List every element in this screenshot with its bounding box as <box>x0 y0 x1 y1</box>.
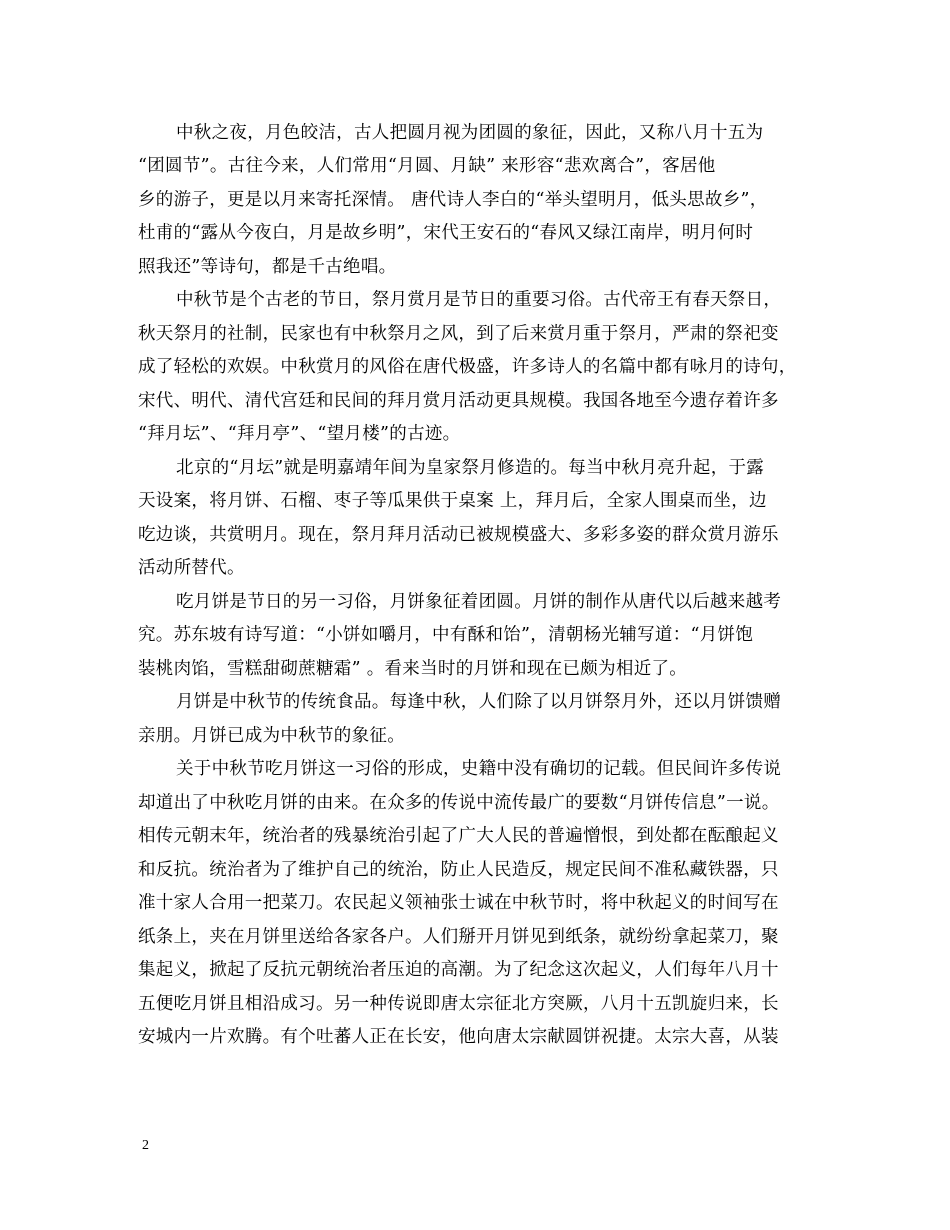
text-line: 相传元朝末年，统治者的残暴统治引起了广大人民的普遍憎恨，到处都在酝酿起义 <box>138 826 779 846</box>
text-line: 吃边谈，共赏明月。现在，祭月拜月活动已被规模盛大、多彩多姿的群众赏月游乐 <box>138 525 779 545</box>
text-line: 集起义，掀起了反抗元朝统治者压迫的高潮。为了纪念这次起义，人们每年八月十 <box>138 960 779 980</box>
text-line: 安城内一片欢腾。有个吐蕃人正在长安，他向唐太宗献圆饼祝捷。太宗大喜，从装 <box>138 1027 779 1047</box>
text-line: 宋代、明代、清代宫廷和民间的拜月赏月活动更具规模。我国各地至今遗存着许多 <box>138 391 779 411</box>
text-line: 关于中秋节吃月饼这一习俗的形成，史籍中没有确切的记载。但民间许多传说 <box>176 759 782 779</box>
text-line: 纸条上，夹在月饼里送给各家各户。人们掰开月饼见到纸条，就纷纷拿起菜刀，聚 <box>138 927 779 947</box>
text-line: 活动所替代。 <box>138 558 245 578</box>
text-line: 天设案，将月饼、石榴、枣子等瓜果供于桌案 上，拜月后，全家人围桌而坐，边 <box>138 491 767 511</box>
text-line: 却道出了中秋吃月饼的由来。在众多的传说中流传最广的要数“月饼传信息”一说。 <box>138 793 780 813</box>
text-line: “拜月坛”、“拜月亭”、“望月楼”的古迹。 <box>138 424 461 444</box>
text-line: 准十家人合用一把菜刀。农民起义领袖张士诚在中秋节时，将中秋起义的时间写在 <box>138 893 779 913</box>
text-line: 亲朋。月饼已成为中秋节的象征。 <box>138 726 405 746</box>
text-line: “团圆节”。古往今来，人们常用“月圆、月缺” 来形容“悲欢离合”，客居他 <box>138 156 716 176</box>
text-line: 月饼是中秋节的传统食品。每逢中秋，人们除了以月饼祭月外，还以月饼馈赠 <box>176 692 782 712</box>
text-line: 中秋之夜，月色皎洁，古人把圆月视为团圆的象征，因此，又称八月十五为 <box>176 123 764 143</box>
text-line: 装桃肉馅，雪糕甜砌蔗糖霜” 。看来当时的月饼和现在已颇为相近了。 <box>138 659 688 679</box>
text-line: 和反抗。统治者为了维护自己的统治，防止人民造反，规定民间不准私藏铁器，只 <box>138 860 779 880</box>
text-line: 五便吃月饼且相沿成习。另一种传说即唐太宗征北方突厥，八月十五凯旋归来，长 <box>138 994 779 1014</box>
text-line: 成了轻松的欢娱。中秋赏月的风俗在唐代极盛，许多诗人的名篇中都有咏月的诗句， <box>138 357 797 377</box>
text-line: 秋天祭月的社制，民家也有中秋祭月之风，到了后来赏月重于祭月，严肃的祭祀变 <box>138 324 779 344</box>
page-number: 2 <box>142 1138 149 1153</box>
text-line: 究。苏东坡有诗写道：“小饼如嚼月，中有酥和饴”，清朝杨光辅写道：“月饼饱 <box>138 625 754 645</box>
text-line: 北京的“月坛”就是明嘉靖年间为皇家祭月修造的。每当中秋月亮升起，于露 <box>176 458 765 478</box>
text-line: 中秋节是个古老的节日，祭月赏月是节日的重要习俗。古代帝王有春天祭日， <box>176 290 782 310</box>
text-line: 照我还”等诗句，都是千古绝唱。 <box>138 257 397 277</box>
text-line: 乡的游子，更是以月来寄托深情。 唐代诗人李白的“举头望明月，低头思故乡”， <box>138 190 768 210</box>
text-line: 吃月饼是节日的另一习俗，月饼象征着团圆。月饼的制作从唐代以后越来越考 <box>176 592 782 612</box>
text-line: 杜甫的“露从今夜白，月是故乡明”，宋代王安石的“春风又绿江南岸，明月何时 <box>138 223 754 243</box>
